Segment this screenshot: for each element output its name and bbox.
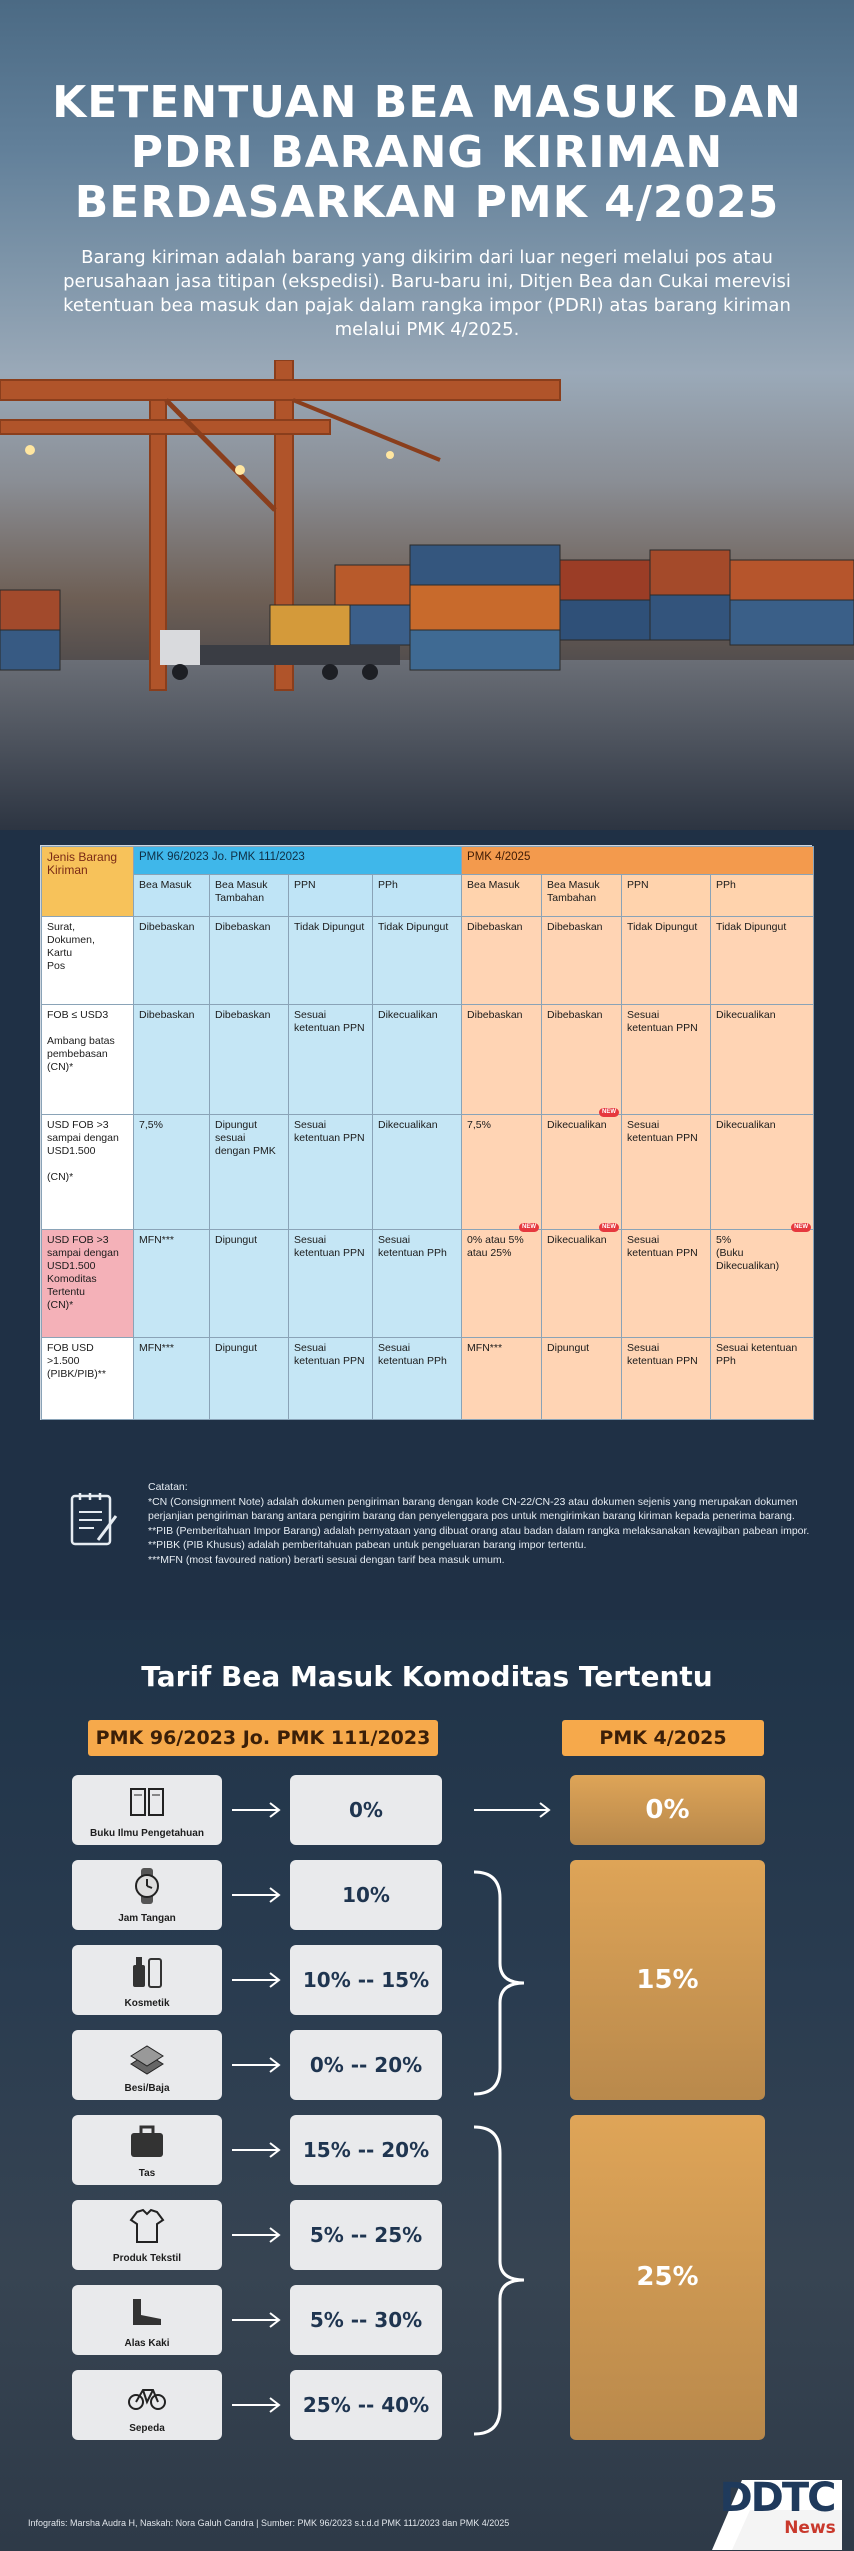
commodity-label: Sepeda <box>129 2423 165 2434</box>
table-row <box>42 1005 814 1115</box>
note-line: **PIB (Pemberitahuan Impor Barang) adalah pernyataan yang dibuat orang atau badan dalam rangka melaksanakan kewajiban pabean impor. <box>148 1524 810 1537</box>
old-rate: 15% -- 20% <box>290 2115 442 2185</box>
textile-icon <box>127 2206 167 2246</box>
table-cell: MFN*** <box>134 1338 210 1420</box>
table-cell: Dikecualikan <box>711 1115 814 1230</box>
watch-icon <box>127 1866 167 1906</box>
tariff-column-new: PMK 4/2025 <box>562 1720 764 1756</box>
sub-header-new: PPh <box>711 875 814 917</box>
arrow-right-icon <box>230 1885 282 1905</box>
sub-header-new: PPN <box>622 875 711 917</box>
table-cell: Sesuai ketentuan PPN <box>622 1115 711 1230</box>
title-line-2: PDRI BARANG KIRIMAN <box>130 127 724 178</box>
new-rate: 0% <box>570 1775 765 1845</box>
table-row <box>42 1115 814 1230</box>
notes-text <box>148 1480 818 1567</box>
row-label: USD FOB >3 sampai dengan USD1.500 Komoditas Tertentu (CN)* <box>42 1230 134 1338</box>
comparison-table <box>41 846 814 1420</box>
brace-icon <box>470 1868 530 2098</box>
commodity-item <box>72 2200 222 2270</box>
table-cell: Dibebaskan <box>134 1005 210 1115</box>
table-cell: Sesuai ketentuan PPN <box>622 1338 711 1420</box>
old-rate: 0% <box>290 1775 442 1845</box>
notes-title: Catatan: <box>148 1481 188 1493</box>
comparison-table-wrapper <box>40 845 812 1420</box>
logo-text: DDTC <box>719 2475 835 2521</box>
table-cell: Sesuai ketentuan PPN <box>289 1338 373 1420</box>
table-cell: Sesuai ketentuan PPN <box>289 1115 373 1230</box>
table-row <box>42 917 814 1005</box>
table-cell: 7,5% <box>134 1115 210 1230</box>
table-cell: 7,5% <box>462 1115 542 1230</box>
commodity-item <box>72 1860 222 1930</box>
table-cell: Dibebaskan <box>542 1005 622 1115</box>
cell-value: Dikecualikan <box>547 1119 607 1131</box>
new-badge: NEW <box>599 1223 619 1232</box>
cosmetics-icon <box>127 1951 167 1991</box>
arrow-right-icon <box>230 2310 282 2330</box>
table-cell: Tidak Dipungut <box>622 917 711 1005</box>
new-badge: NEW <box>791 1223 811 1232</box>
row-label: USD FOB >3 sampai dengan USD1.500 (CN)* <box>42 1115 134 1230</box>
arrow-right-icon <box>230 2395 282 2415</box>
table-cell: Sesuai ketentuan PPN <box>622 1230 711 1338</box>
note-line: **PIBK (PIB Khusus) adalah pemberitahuan pabean untuk pengeluaran barang impor tertentu. <box>148 1539 587 1551</box>
new-rate: 15% <box>570 1860 765 2100</box>
title-line-3: BERDASARKAN PMK 4/2025 <box>74 177 780 228</box>
footer-credit: Infografis: Marsha Audra H, Naskah: Nora Galuh Candra | Sumber: PMK 96/2023 s.t.d.d PMK 111/2023 dan PMK 4/2025 <box>28 2518 510 2528</box>
commodity-label: Alas Kaki <box>124 2338 170 2349</box>
table-cell: Sesuai ketentuan PPh <box>373 1338 462 1420</box>
intro-paragraph: Barang kiriman adalah barang yang dikirim dari luar negeri melalui pos atau perusahaan jasa titipan (ekspedisi). Baru-baru ini, Ditjen Bea dan Cukai merevisi ketentuan bea masuk dan pajak dalam rangka impor (PDRI) atas barang kiriman melalui PMK 4/2025. <box>63 247 791 340</box>
new-badge: NEW <box>519 1223 539 1232</box>
table-cell-changed <box>711 1224 814 1338</box>
table-cell: Dibebaskan <box>542 917 622 1005</box>
arrow-right-icon <box>230 2140 282 2160</box>
commodity-item <box>72 1945 222 2015</box>
commodity-item <box>72 1775 222 1845</box>
table-cell: Dibebaskan <box>462 1005 542 1115</box>
table-cell: Sesuai ketentuan PPh <box>711 1338 814 1420</box>
table-cell: MFN*** <box>462 1338 542 1420</box>
sub-header-old: PPN <box>289 875 373 917</box>
old-rate: 0% -- 20% <box>290 2030 442 2100</box>
commodity-label: Buku Ilmu Pengetahuan <box>90 1828 204 1839</box>
steel-icon <box>127 2036 167 2076</box>
table-cell: Dikecualikan <box>711 1005 814 1115</box>
notes-section <box>58 1480 818 1600</box>
sub-header-old: Bea Masuk Tambahan <box>210 875 289 917</box>
table-cell: Sesuai ketentuan PPN <box>289 1230 373 1338</box>
header-new-regulation: PMK 4/2025 <box>462 847 814 875</box>
table-cell: Dipungut <box>542 1338 622 1420</box>
sub-header-new: Bea Masuk <box>462 875 542 917</box>
table-cell: Tidak Dipungut <box>711 917 814 1005</box>
table-cell-changed <box>542 1109 622 1230</box>
table-cell-changed <box>462 1224 542 1338</box>
header-old-regulation: PMK 96/2023 Jo. PMK 111/2023 <box>134 847 462 875</box>
table-cell: Tidak Dipungut <box>373 917 462 1005</box>
arrow-right-icon <box>230 2225 282 2245</box>
table-cell: Dikecualikan <box>373 1005 462 1115</box>
table-row <box>42 1338 814 1420</box>
old-rate: 5% -- 25% <box>290 2200 442 2270</box>
cell-value: 0% atau 5% atau 25% <box>467 1234 524 1259</box>
tariff-title: Tarif Bea Masuk Komoditas Tertentu <box>141 1660 713 1693</box>
table-cell: MFN*** <box>134 1230 210 1338</box>
commodity-label: Produk Tekstil <box>112 2253 182 2264</box>
notepad-icon <box>68 1490 120 1550</box>
bicycle-icon <box>127 2376 167 2416</box>
note-line: *CN (Consignment Note) adalah dokumen pengiriman barang dengan kode CN-22/CN-23 atau dokumen sejenis yang merupakan dokumen perjanjian pengiriman barang antara pengirim barang dan penyelenggara pos untuk mengirimkan barang kiriman kepada penerima barang. <box>148 1495 798 1522</box>
logo-news: News <box>784 2518 836 2538</box>
sub-header-old: Bea Masuk <box>134 875 210 917</box>
cell-value: Dikecualikan <box>547 1234 607 1246</box>
sub-header-new: Bea Masuk Tambahan <box>542 875 622 917</box>
hero-section <box>0 0 854 830</box>
table-cell: Dipungut sesuai dengan PMK <box>210 1115 289 1230</box>
commodity-item <box>72 2030 222 2100</box>
table-cell: Sesuai ketentuan PPN <box>289 1005 373 1115</box>
table-row <box>42 1230 814 1338</box>
commodity-label: Jam Tangan <box>118 1913 176 1924</box>
arrow-right-icon <box>230 1800 282 1820</box>
table-cell: Dibebaskan <box>462 917 542 1005</box>
commodity-item <box>72 2285 222 2355</box>
old-rate: 25% -- 40% <box>290 2370 442 2440</box>
note-line: ***MFN (most favoured nation) berarti sesuai dengan tarif bea masuk umum. <box>148 1553 505 1566</box>
table-cell: Dipungut <box>210 1338 289 1420</box>
commodity-label: Tas <box>138 2168 156 2179</box>
commodity-label: Besi/Baja <box>124 2083 170 2094</box>
table-cell: Tidak Dipungut <box>289 917 373 1005</box>
bag-icon <box>127 2121 167 2161</box>
old-rate: 10% -- 15% <box>290 1945 442 2015</box>
commodity-item <box>72 2370 222 2440</box>
table-cell: Sesuai ketentuan PPh <box>373 1230 462 1338</box>
sub-header-old: PPh <box>373 875 462 917</box>
new-badge: NEW <box>599 1108 619 1117</box>
table-cell: Dikecualikan <box>373 1115 462 1230</box>
table-cell: Dibebaskan <box>210 1005 289 1115</box>
commodity-label: Kosmetik <box>124 1998 170 2009</box>
shoe-icon <box>127 2291 167 2331</box>
port-illustration <box>0 360 854 830</box>
table-cell: Sesuai ketentuan PPN <box>622 1005 711 1115</box>
row-label: Surat, Dokumen, Kartu Pos <box>42 917 134 1005</box>
table-cell-changed <box>542 1224 622 1338</box>
old-rate: 10% <box>290 1860 442 1930</box>
book-icon <box>127 1781 167 1821</box>
header-jenis: Jenis Barang Kiriman <box>42 847 134 917</box>
commodity-item <box>72 2115 222 2185</box>
arrow-right-icon <box>230 2055 282 2075</box>
cell-value: 5% (Buku Dikecualikan) <box>716 1234 780 1272</box>
table-cell: Dibebaskan <box>134 917 210 1005</box>
old-rate: 5% -- 30% <box>290 2285 442 2355</box>
arrow-right-icon <box>230 1970 282 1990</box>
table-cell: Dipungut <box>210 1230 289 1338</box>
title-line-1: KETENTUAN BEA MASUK DAN <box>52 77 802 128</box>
tariff-column-old: PMK 96/2023 Jo. PMK 111/2023 <box>88 1720 438 1756</box>
table-cell: Dibebaskan <box>210 917 289 1005</box>
row-label: FOB ≤ USD3 Ambang batas pembebasan (CN)* <box>42 1005 134 1115</box>
hero-title <box>40 78 814 228</box>
arrow-right-icon <box>472 1800 552 1820</box>
row-label: FOB USD >1.500 (PIBK/PIB)** <box>42 1338 134 1420</box>
brace-icon <box>470 2123 530 2438</box>
new-rate: 25% <box>570 2115 765 2440</box>
